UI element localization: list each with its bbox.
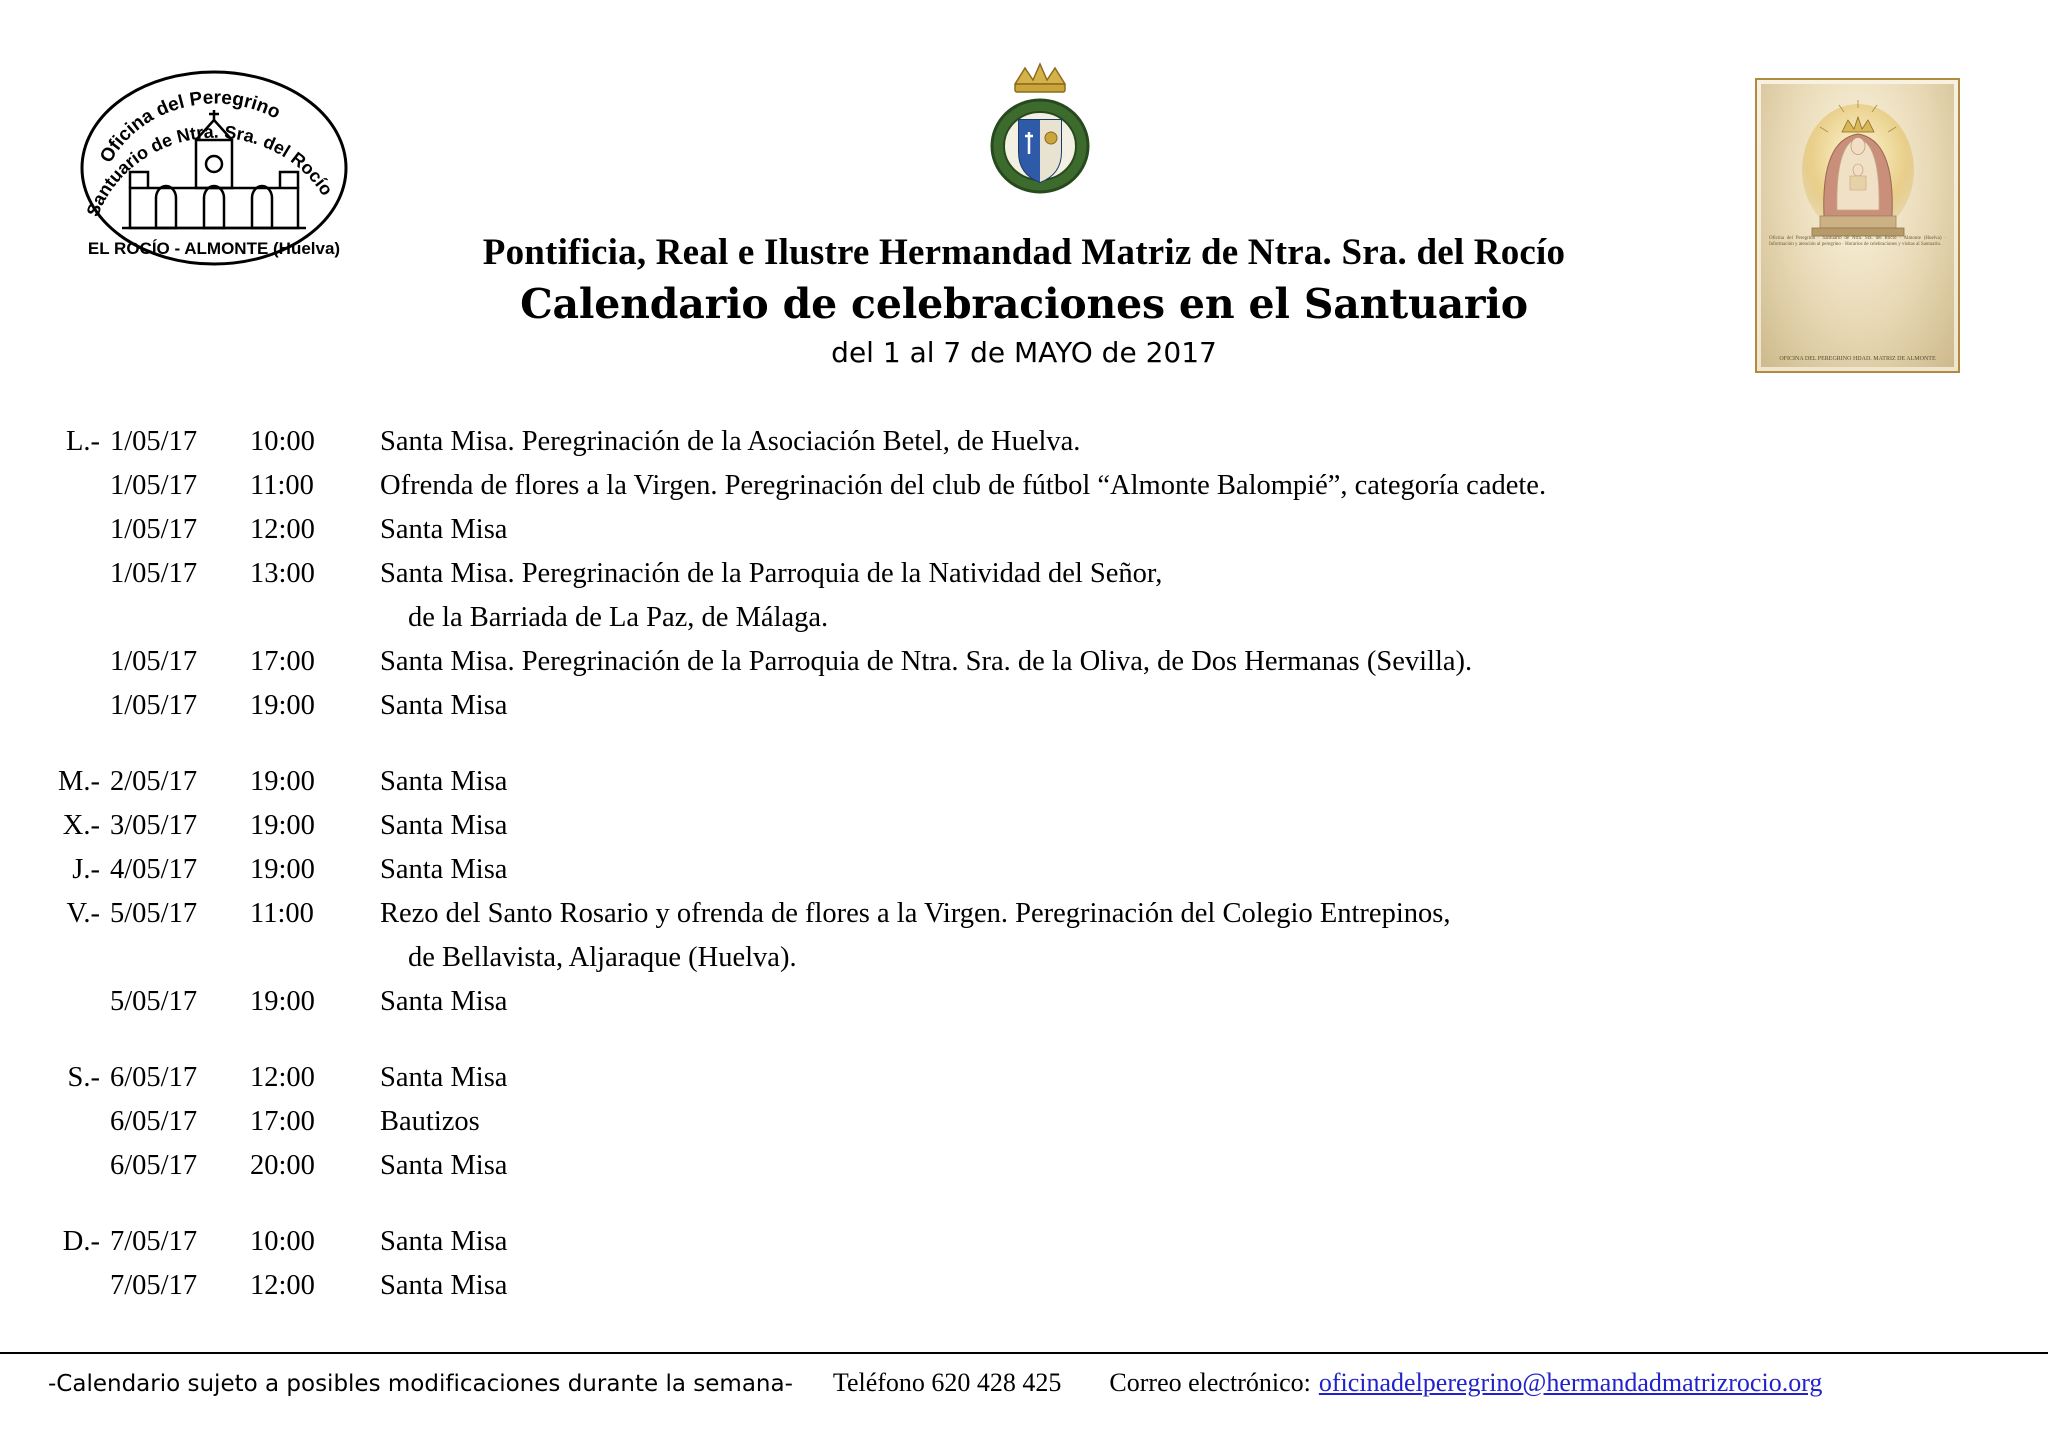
schedule-description-continued: de la Barriada de La Paz, de Málaga.: [408, 602, 829, 633]
schedule-time: 19:00: [250, 690, 315, 721]
schedule-time: 12:00: [250, 1062, 315, 1093]
schedule-row: [0, 508, 2048, 552]
schedule-description: Santa Misa: [380, 1062, 508, 1093]
svg-text:Oficina del Peregrino: Oficina del Peregrino: [96, 87, 284, 167]
virgen-figure: [1798, 98, 1918, 248]
schedule-time: 11:00: [250, 898, 314, 929]
schedule-date: 1/05/17: [110, 558, 198, 589]
schedule-time: 17:00: [250, 646, 315, 677]
schedule-row: [0, 552, 2048, 596]
schedule-date: 7/05/17: [110, 1226, 198, 1257]
schedule-row: [0, 1144, 2048, 1188]
schedule-date: 1/05/17: [110, 690, 198, 721]
schedule-time: 19:00: [250, 986, 315, 1017]
schedule-row: [0, 464, 2048, 508]
schedule-description: Santa Misa: [380, 690, 508, 721]
schedule-time: 13:00: [250, 558, 315, 589]
schedule-date: 6/05/17: [110, 1106, 198, 1137]
schedule-time: 12:00: [250, 1270, 315, 1301]
schedule-time: 19:00: [250, 766, 315, 797]
schedule-description: Santa Misa: [380, 810, 508, 841]
schedule-row-continuation: [0, 596, 2048, 640]
schedule-date: 2/05/17: [110, 766, 198, 797]
schedule-row: [0, 640, 2048, 684]
document-footer: [0, 1352, 2048, 1398]
schedule-date: 1/05/17: [110, 514, 198, 545]
schedule-time: 19:00: [250, 810, 315, 841]
schedule-description: Ofrenda de flores a la Virgen. Peregrinación del club de fútbol “Almonte Balompié”, categoría cadete.: [380, 470, 1547, 501]
footer-email-label: Correo electrónico:: [1109, 1368, 1311, 1397]
schedule-weekday: M.-: [58, 766, 100, 797]
schedule-row: [0, 804, 2048, 848]
schedule-description: Santa Misa: [380, 854, 508, 885]
schedule-description: Santa Misa: [380, 1270, 508, 1301]
schedule-row-continuation: [0, 936, 2048, 980]
schedule-description: Rezo del Santo Rosario y ofrenda de flores a la Virgen. Peregrinación del Colegio Entrepinos,: [380, 898, 1451, 929]
title-block: [0, 230, 2048, 374]
schedule-description: Santa Misa: [380, 766, 508, 797]
schedule-row: [0, 980, 2048, 1024]
schedule-weekday: D.-: [62, 1226, 100, 1257]
schedule-date: 1/05/17: [110, 470, 198, 501]
schedule-description: Santa Misa: [380, 514, 508, 545]
schedule-weekday: X.-: [62, 810, 100, 841]
schedule-row: [0, 1220, 2048, 1264]
page-subtitle-dates: del 1 al 7 de MAYO de 2017: [831, 336, 1217, 369]
logo-caption: EL ROCÍO - ALMONTE (Huelva): [87, 239, 341, 258]
schedule-date: 4/05/17: [110, 854, 198, 885]
stamp-caption: OFICINA DEL PEREGRINO HDAD. MATRIZ DE ALMONTE: [1779, 356, 1936, 362]
schedule-row: [0, 760, 2048, 804]
schedule-gap: [0, 1024, 2048, 1056]
schedule-description: Santa Misa. Peregrinación de la Parroquia de Ntra. Sra. de la Oliva, de Dos Hermanas (Sevilla).: [380, 646, 1473, 677]
schedule-description-continued: de Bellavista, Aljaraque (Huelva).: [408, 942, 797, 973]
schedule-gap: [0, 728, 2048, 760]
hermandad-crest: [975, 58, 1105, 198]
schedule-row: [0, 420, 2048, 464]
footer-phone: Teléfono 620 428 425: [832, 1368, 1062, 1397]
schedule-description: Santa Misa: [380, 986, 508, 1017]
schedule-date: 5/05/17: [110, 898, 198, 929]
document-header: [0, 0, 2048, 400]
schedule-description: Santa Misa: [380, 1150, 508, 1181]
schedule-date: 6/05/17: [110, 1062, 198, 1093]
schedule-time: 10:00: [250, 1226, 315, 1257]
schedule-row: [0, 1100, 2048, 1144]
schedule-description: Santa Misa: [380, 1226, 508, 1257]
schedule-description: Santa Misa. Peregrinación de la Asociación Betel, de Huelva.: [380, 426, 1081, 457]
footer-note: -Calendario sujeto a posibles modificaciones durante la semana-: [48, 1371, 793, 1397]
schedule-date: 6/05/17: [110, 1150, 198, 1181]
schedule-row: [0, 684, 2048, 728]
schedule-time: 10:00: [250, 426, 315, 457]
schedule-row: [0, 1056, 2048, 1100]
schedule-date: 3/05/17: [110, 810, 198, 841]
schedule-time: 19:00: [250, 854, 315, 885]
schedule-weekday: L.-: [65, 426, 100, 457]
schedule-weekday: S.-: [67, 1062, 100, 1093]
schedule-gap: [0, 1188, 2048, 1220]
schedule-date: 7/05/17: [110, 1270, 198, 1301]
schedule-weekday: V.-: [66, 898, 100, 929]
footer-email-link[interactable]: oficinadelperegrino@hermandadmatrizrocio.org: [1318, 1368, 1823, 1397]
schedule-time: 12:00: [250, 514, 315, 545]
page-title-calendario: Calendario de celebraciones en el Santuario: [520, 280, 1528, 328]
page-title-hermandad: Pontificia, Real e Ilustre Hermandad Matriz de Ntra. Sra. del Rocío: [482, 232, 1566, 273]
stamp-fine-print: Oficina del Peregrino · Santuario de Ntra. Sra. del Rocío · Almonte (Huelva) · Información y atención al peregrino · Horarios de celebraciones y visitas al Santuario.: [1769, 236, 1946, 247]
schedule-date: 1/05/17: [110, 426, 198, 457]
schedule-date: 1/05/17: [110, 646, 198, 677]
schedule-row: [0, 1264, 2048, 1308]
schedule-description: Bautizos: [380, 1106, 480, 1137]
schedule-time: 20:00: [250, 1150, 315, 1181]
schedule-date: 5/05/17: [110, 986, 198, 1017]
schedule-row: [0, 892, 2048, 936]
schedule-weekday: J.-: [72, 854, 100, 885]
schedule-time: 11:00: [250, 470, 314, 501]
schedule-description: Santa Misa. Peregrinación de la Parroquia de la Natividad del Señor,: [380, 558, 1163, 589]
schedule-row: [0, 848, 2048, 892]
schedule-list: [0, 420, 2048, 1308]
svg-text:Santuario de Ntra. Sra. del Ro: Santuario de Ntra. Sra. del Rocío: [82, 121, 337, 220]
schedule-time: 17:00: [250, 1106, 315, 1137]
